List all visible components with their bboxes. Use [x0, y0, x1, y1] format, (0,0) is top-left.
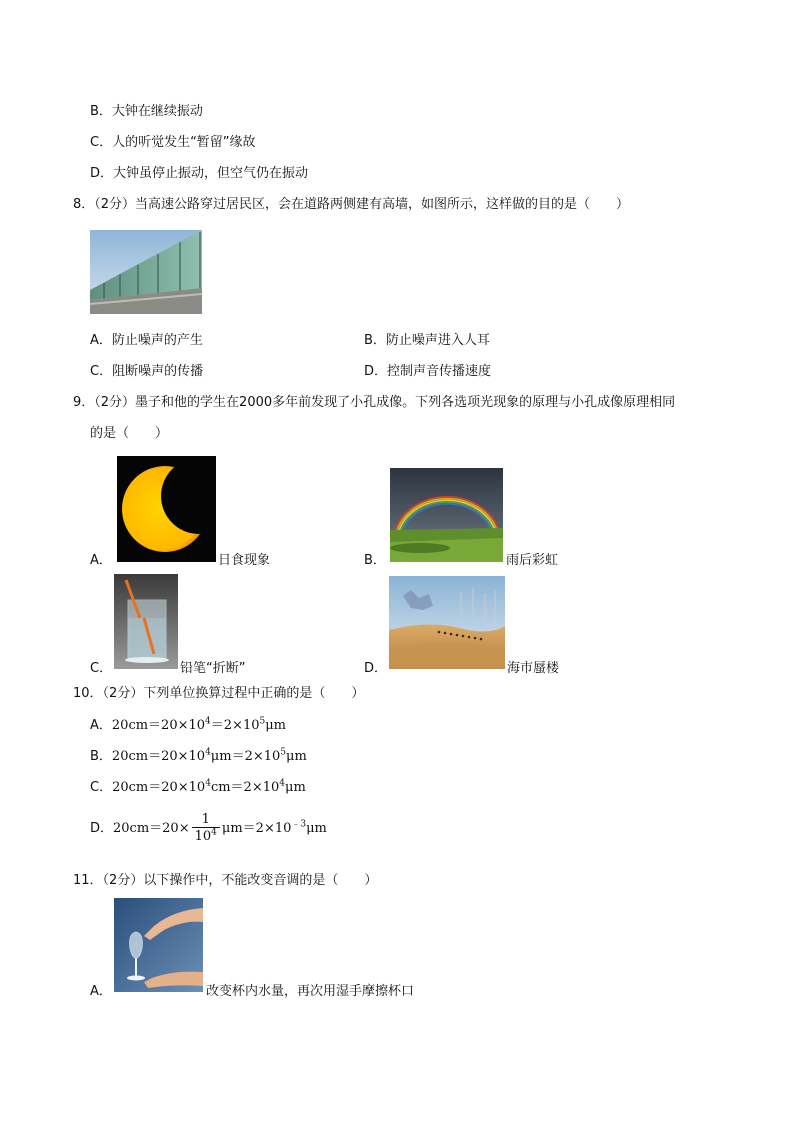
q11-wine-glass-image — [114, 898, 203, 992]
q9-option-a-letter: A． — [90, 553, 112, 568]
q10-stem: 10．（2分）下列单位换算过程中正确的是（ ） — [73, 686, 365, 701]
q9-stem-line1: 9．（2分）墨子和他的学生在2000多年前发现了小孔成像。下列各选项光现象的原理与小孔成像原理相同 — [73, 395, 676, 410]
q8-option-b: B．防止噪声进入人耳 — [364, 333, 490, 348]
q9-option-b-caption: 雨后彩虹 — [506, 553, 559, 568]
q9-rainbow-image — [390, 468, 503, 562]
q10-option-c: C．$20cm=20\times 10^4cm=2\times 10^4\mu m$ — [90, 778, 306, 795]
q10-d-fraction: $\frac{1}{10^4}$ — [192, 812, 220, 845]
q9-solar-eclipse-image — [117, 456, 216, 562]
q7-option-b: B．大钟在继续振动 — [90, 104, 203, 119]
q9-option-d-caption: 海市蜃楼 — [507, 661, 560, 676]
q9-option-b-letter: B． — [364, 553, 386, 568]
q10-option-a: A．$20cm=20\times 10^4=2\times 10^5\mu m$ — [90, 716, 287, 733]
q10-option-b: B．$20cm=20\times 10^4\mu m=2\times 10^5\mu m$ — [90, 747, 307, 764]
q9-option-c-letter: C． — [90, 661, 113, 676]
q11-option-a-letter: A． — [90, 984, 112, 999]
q9-mirage-image — [389, 576, 505, 669]
q8-option-a: A．防止噪声的产生 — [90, 333, 203, 348]
q9-option-d-letter: D． — [364, 661, 388, 676]
q8-stem: 8．（2分）当高速公路穿过居民区，会在道路两侧建有高墙，如图所示，这样做的目的是（ ） — [73, 197, 630, 212]
q11-option-a-caption: 改变杯内水量，再次用湿手摩擦杯口 — [206, 984, 415, 999]
q8-option-d: D．控制声音传播速度 — [364, 364, 492, 379]
q7-option-d: D．大钟虽停止振动，但空气仍在振动 — [90, 166, 309, 181]
q10-option-d: D．20cm＝20× $\frac{1}{10^4}$ $\mu m=2\times 10^{﹣3}\mu m$ — [90, 812, 327, 844]
q7-option-c: C．人的听觉发生“暂留”缘故 — [90, 135, 256, 150]
q11-stem: 11．（2分）以下操作中，不能改变音调的是（ ） — [73, 873, 378, 888]
q9-option-a-caption: 日食现象 — [218, 553, 271, 568]
q9-stem-line2: 的是（ ） — [90, 426, 169, 441]
q8-option-c: C．阻断噪声的传播 — [90, 364, 204, 379]
q9-option-c-caption: 铅笔“折断” — [180, 661, 246, 676]
q8-highway-sound-barrier-image — [90, 230, 202, 314]
q9-pencil-in-water-image — [114, 574, 178, 669]
